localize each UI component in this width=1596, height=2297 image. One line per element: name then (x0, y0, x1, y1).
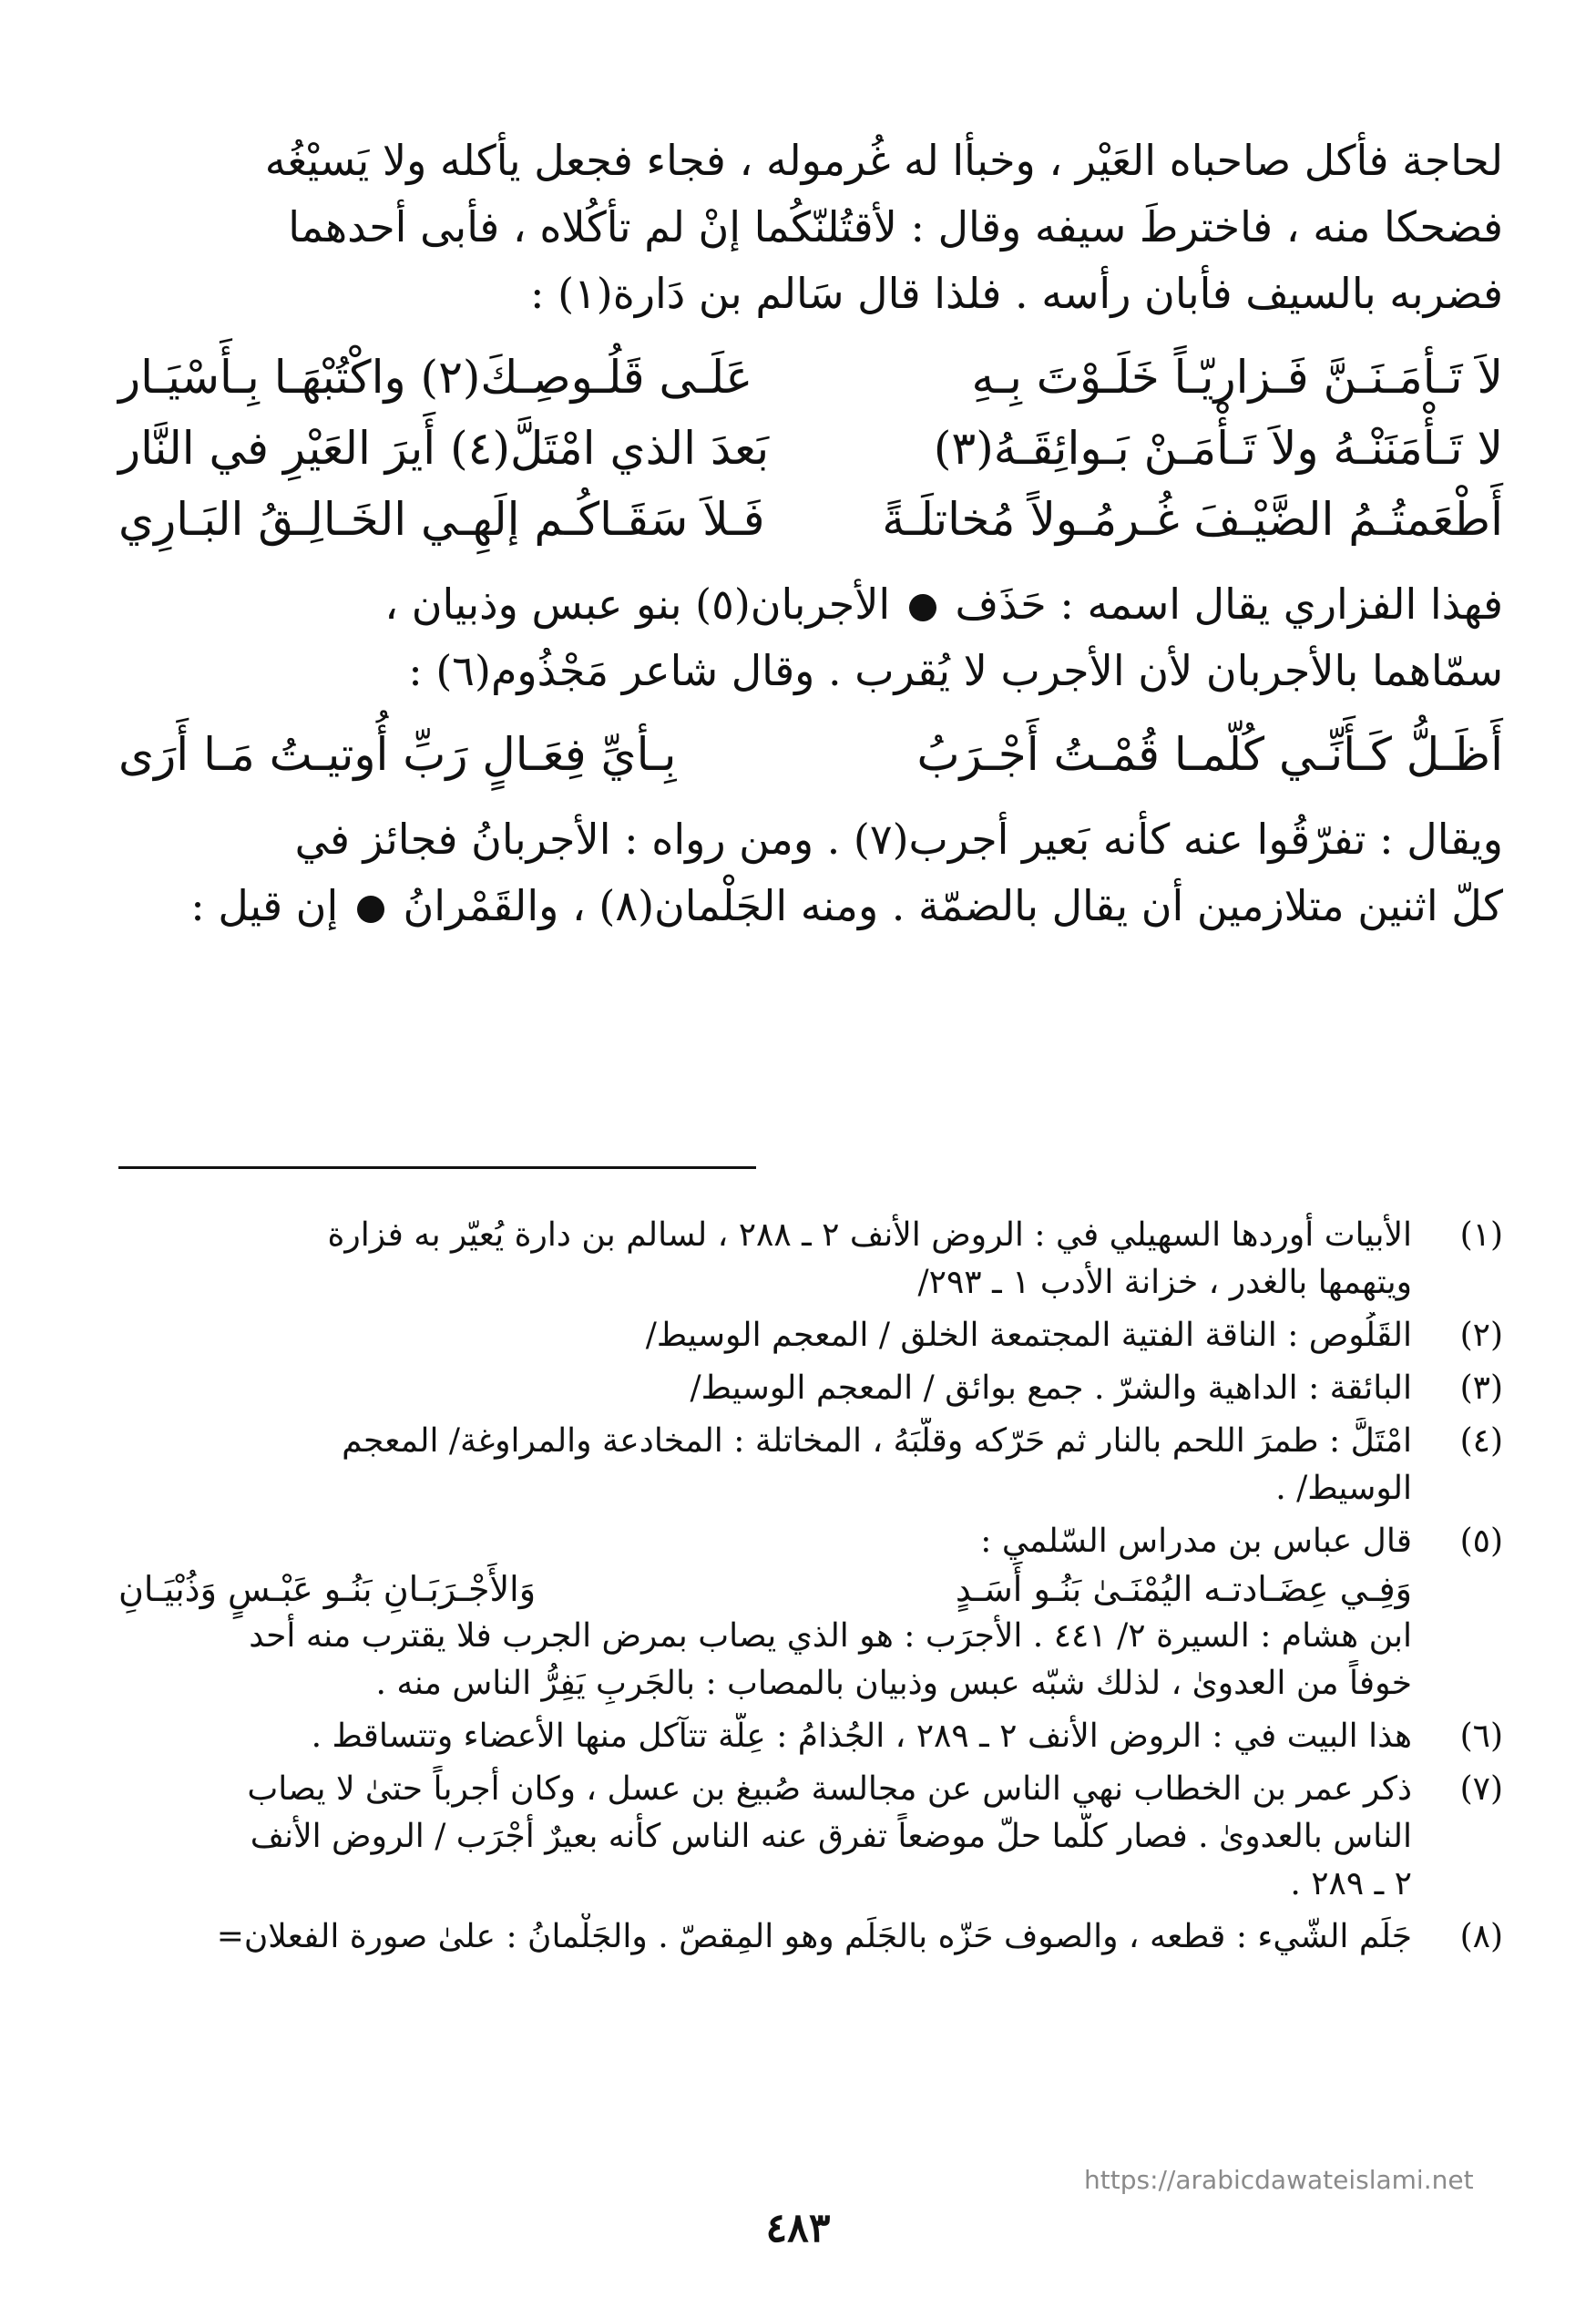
footnote-body (118, 1365, 1412, 1412)
footnote-number: (٨) (1459, 1918, 1503, 1955)
verse (118, 719, 1503, 790)
text-line: الناس بالعدوىٰ . فصار كلّما حلّ موضعاً تفرق عنه الناس كأنه بعيرٌ أَجْرَب / الروض الأنف (250, 1818, 1412, 1855)
footnote (118, 1365, 1503, 1412)
paragraph-3 (118, 806, 1503, 939)
verse (118, 413, 1503, 484)
text-line: خوفاً من العدوىٰ ، لذلك شبّه عبس وذبيان بالمصاب : بالجَربِ يَفِرُّ الناس منه . (375, 1665, 1412, 1702)
footnote-number: (٢) (1459, 1317, 1503, 1354)
footnote-divider (118, 1166, 756, 1169)
verse-right-hemistich: وَفِـي عِضَـادتـه اليُمْنَـىٰ بَنُـو أَسَـدٍ (955, 1569, 1412, 1609)
footnote (118, 1518, 1503, 1707)
poem-verses (118, 342, 1503, 555)
text-line: ذكر عمر بن الخطاب نهي الناس عن مجالسة صُبيغ بن عسل ، وكان أجرباً حتىٰ لا يصاب (247, 1770, 1412, 1808)
bullet-dot-icon (357, 896, 384, 923)
text-line: قال عباس بن مدراس السّلمي : (980, 1523, 1412, 1560)
text-line: البائقة : الداهية والشرّ . جمع بوائق / المعجم الوسيط/ (690, 1369, 1412, 1407)
text-line: سمّاهما بالأجربان لأن الأجرب لا يُقرب . وقال شاعر مَجْذُوم(٦) : (408, 646, 1503, 695)
text-segment: كلّ اثنين متلازمين أن يقال بالضمّة . ومنه الجَلْمان(٨) ، والقَمْرانُ (403, 881, 1503, 930)
footnotes (118, 1212, 1503, 1966)
verse-right-hemistich: لا تَـأْمَنَنْـهُ ولاَ تَـأْمَـنْ بَـوائِقَـهُ(٣) (933, 422, 1503, 475)
footnote-number: (١) (1459, 1216, 1503, 1254)
footnote (118, 1312, 1503, 1359)
footnote-number: (٦) (1459, 1718, 1503, 1755)
footnote (118, 1713, 1503, 1760)
text-line (118, 571, 1503, 638)
footnote-body (118, 1766, 1412, 1908)
footnote-body (118, 1418, 1412, 1513)
watermark-url: https://arabicdawateislami.net (1084, 2165, 1474, 2195)
verse-right-hemistich: لاَ تَـأمَـنَـنَّ فَـزاريّـاً خَلَـوْتَ بِـهِ (971, 351, 1503, 404)
text-line: لحاجة فأكل صاحباه العَيْر ، وخبأا له غُرموله ، فجاء فجعل يأكله ولا يَسيْغُه (264, 136, 1503, 185)
text-line: ويتهمها بالغدر ، خزانة الأدب ١ ـ ٢٩٣/ (917, 1264, 1412, 1301)
footnote-number: (٤) (1459, 1422, 1503, 1460)
text-line: ابن هشام : السيرة ٢/ ٤٤١ . الأجرَب : هو الذي يصاب بمرض الجرب فلا يقترب منه أحد (249, 1617, 1412, 1655)
page-number: ٤٨٣ (765, 2205, 831, 2251)
verse-right-hemistich: أَطْعَمتُـمُ الضَّيْـفَ غُـرمُـولاً مُخاتلَـةً (882, 493, 1503, 546)
poem-verses (118, 719, 1503, 790)
verse-right-hemistich: أَظَـلُّ كَـأَنِّـي كُلّمـا قُمْـتُ أَجْـرَبُ (916, 728, 1503, 781)
footnote-body (118, 1212, 1412, 1307)
footnote (118, 1212, 1503, 1307)
text-segment: فهذا الفزاري يقال اسمه : حَذَف (955, 579, 1503, 629)
text-line: امْتَلَّ : طمرَ اللحم بالنار ثم حَرّكه وقلّبَهُ ، المخاتلة : المخادعة والمراوغة/ المعجم (342, 1422, 1412, 1460)
verse-left-hemistich: وَالأَجْـرَبَـانِ بَنُـو عَبْـسٍ وَذُبْيَـانِ (118, 1569, 537, 1609)
text-line: ويقال : تفرّقُوا عنه كأنه بَعير أجرب(٧) . ومن رواه : الأجربانُ فجائز في (294, 815, 1503, 864)
paragraph-1 (118, 128, 1503, 327)
verse-left-hemistich: بِـأيِّ فِعَـالٍ رَبِّ أُوتيـتُ مَـا أَرَى (118, 728, 677, 781)
main-text (118, 128, 1503, 939)
text-line: الوسيط/ . (1275, 1470, 1412, 1507)
footnote-number: (٣) (1459, 1369, 1503, 1407)
text-line: فضحكا منه ، فاخترطَ سيفه وقال : لأقتُلنّكُما إنْ لم تأكُلاه ، فأبى أحدهما (288, 202, 1503, 251)
footnote-verse (118, 1565, 1412, 1613)
footnote-body (118, 1518, 1412, 1707)
footnote-body (118, 1713, 1412, 1760)
footnote (118, 1418, 1503, 1513)
text-line: هذا البيت في : الروض الأنف ٢ ـ ٢٨٩ ، الجُذامُ : عِلّة تتآكل منها الأعضاء وتتساقط . (311, 1718, 1412, 1755)
text-segment: إن قيل : (190, 881, 339, 930)
footnote-number: (٥) (1459, 1523, 1503, 1560)
verse-left-hemistich: بَعدَ الذي امْتَلَّ(٤) أَيرَ العَيْرِ في النَّار (118, 422, 770, 475)
footnote (118, 1913, 1503, 1961)
text-line: جَلَم الشّيء : قطعه ، والصوف حَزّه بالجَلَم وهو المِقصّ . والجَلْمانُ : علىٰ صورة الفعلان= (216, 1918, 1412, 1955)
bullet-dot-icon (909, 594, 936, 621)
verse-left-hemistich: فَـلاَ سَقَـاكُـم إلَهِـي الخَـالِـقُ البَـارِي (118, 493, 765, 546)
text-line: فضربه بالسيف فأبان رأسه . فلذا قال سَالم بن دَارة(١) : (529, 269, 1503, 318)
text-line: القَلُوص : الناقة الفتية المجتمعة الخلق / المعجم الوسيط/ (645, 1317, 1412, 1354)
verse (118, 484, 1503, 555)
paragraph-2 (118, 571, 1503, 704)
footnote-body (118, 1312, 1412, 1359)
text-line: الأبيات أوردها السهيلي في : الروض الأنف ٢ ـ ٢٨٨ ، لسالم بن دارة يُعيّر به فزارة (327, 1216, 1412, 1254)
text-line (118, 873, 1503, 939)
text-segment: الأجربان(٥) بنو عبس وذبيان ، (384, 579, 891, 629)
verse (118, 342, 1503, 413)
footnote (118, 1766, 1503, 1908)
text-line: ٢ ـ ٢٨٩ . (1290, 1865, 1412, 1902)
verse-left-hemistich: عَلَـى قَلُـوصِـكَ(٢) واكْتُبْهَـا بِـأَسْيَـار (118, 351, 753, 404)
footnote-body (118, 1913, 1412, 1961)
footnote-number: (٧) (1459, 1770, 1503, 1808)
